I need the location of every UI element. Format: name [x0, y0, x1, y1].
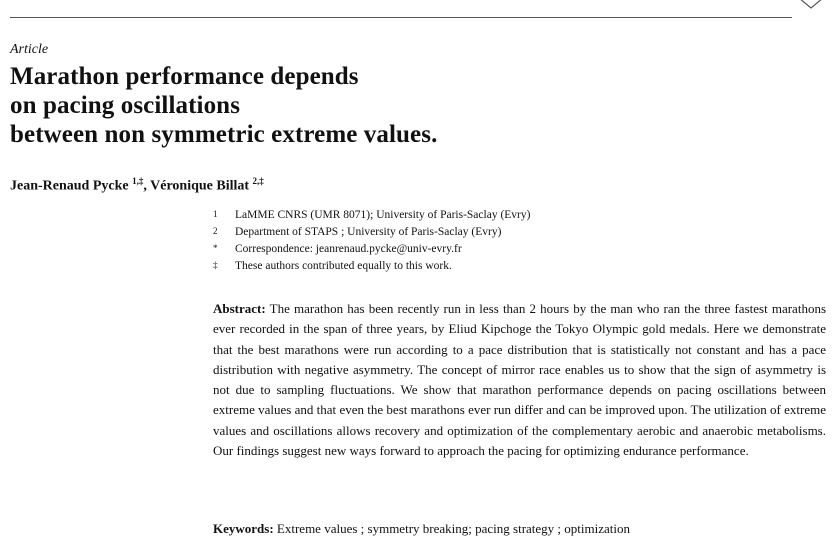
- affiliation-text: Department of STAPS ; University of Paris-Saclay (Evry): [235, 226, 502, 238]
- affiliation-list: [213, 207, 530, 275]
- affiliation-mark: ‡: [213, 260, 218, 270]
- affiliation-item: [213, 224, 530, 241]
- title-line: Marathon performance depends: [10, 63, 359, 90]
- author-name: Jean-Renaud Pycke: [10, 178, 129, 194]
- affiliation-mark: 1: [213, 209, 218, 219]
- journal-logo-icon: [796, 0, 826, 12]
- article-type: Article: [10, 42, 49, 57]
- author-affiliation-mark: 1,‡: [132, 176, 144, 186]
- affiliation-item: [213, 207, 530, 224]
- affiliation-item: [213, 258, 530, 275]
- title-line: between non symmetric extreme values.: [10, 121, 438, 148]
- affiliation-text: LaMME CNRS (UMR 8071); University of Paris-Saclay (Evry): [235, 209, 531, 221]
- correspondence-text: Correspondence: jeanrenaud.pycke@univ-evry.fr: [235, 243, 462, 255]
- affiliation-mark: *: [213, 243, 218, 253]
- author-name: Véronique Billat: [150, 178, 250, 194]
- affiliation-text: These authors contributed equally to this work.: [235, 260, 452, 272]
- abstract-label: Abstract:: [213, 301, 266, 316]
- keywords: [213, 521, 630, 537]
- abstract: [213, 299, 826, 461]
- header-rule: [10, 17, 792, 18]
- abstract-text: The marathon has been recently run in less than 2 hours by the man who ran the three fastest marathons ever recorded in the span of three years, by Eliud Kipchoge the Tokyo Olympic gold medals. Here we demonstrate that the best marathons were run according to a pace distribution that is statistically not constant and has a pace distribution with negative asymmetry. The concept of mirror race enables us to show that the sign of asymmetry is not due to sampling fluctuations. We show that marathon performance depends on pacing oscillations between extreme values and that even the best marathons ever run differ and can be improved upon. The utilization of extreme values and oscillations allows recovery and optimization of the complementary aerobic and anaerobic metabolisms. Our findings suggest new ways forward to approach the pacing for optimizing endurance performance.: [213, 301, 826, 459]
- author-affiliation-mark: 2,‡: [252, 176, 264, 186]
- keywords-label: Keywords:: [213, 521, 274, 536]
- paper-title: [10, 62, 437, 149]
- affiliation-mark: 2: [213, 226, 218, 236]
- author-list: Jean-Renaud Pycke $^{1,\ddagger}$, Véronique Billat $^{2,\ddagger}$: [10, 176, 264, 194]
- affiliation-item: [213, 241, 530, 258]
- keywords-text: Extreme values ; symmetry breaking; pacing strategy ; optimization: [276, 521, 630, 536]
- title-line: on pacing oscillations: [10, 92, 241, 119]
